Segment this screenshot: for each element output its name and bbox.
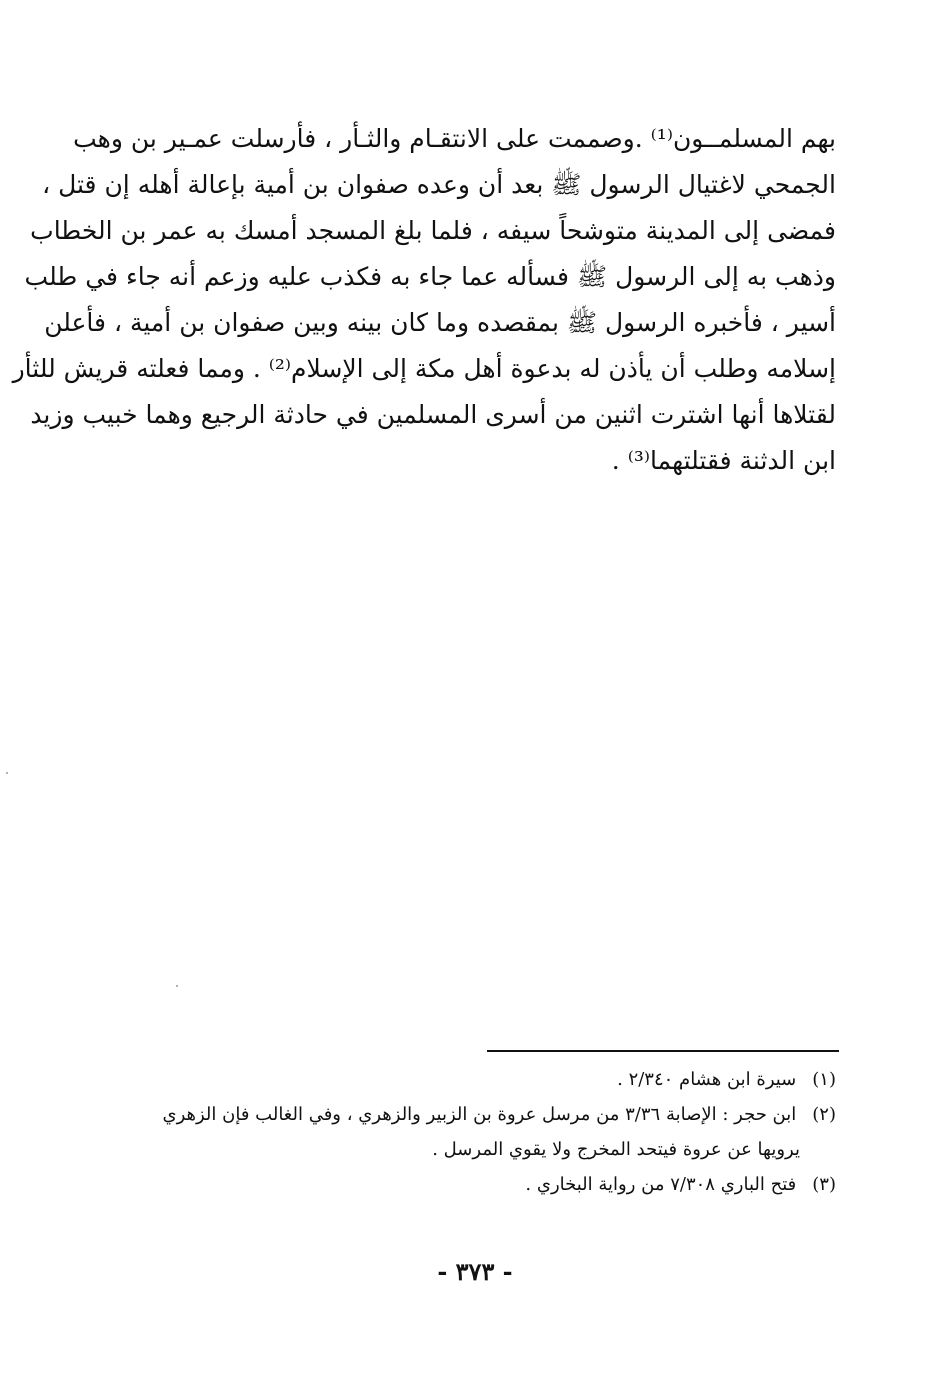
text-line: وذهب به إلى الرسول ﷺ فسأله عما جاء به فكذب عليه وزعم أنه جاء في طلب — [24, 262, 836, 291]
text-line: ابن الدثنة فقتلتهما⁽³⁾ . — [611, 446, 836, 475]
footnote-text: يرويها عن عروة فيتحد المخرج ولا يقوي المرسل . — [432, 1139, 800, 1160]
main-text — [12, 116, 836, 484]
text-line: فمضى إلى المدينة متوشحاً سيفه ، فلما بلغ المسجد أمسك به عمر بن الخطاب — [30, 216, 836, 245]
scan-speck — [176, 985, 178, 987]
text-line: لقتلاها أنها اشترت اثنين من أسرى المسلمين في حادثة الرجيع وهما خبيب وزيد — [30, 400, 836, 429]
footnote-item — [130, 1097, 836, 1132]
text-line: بهم المسلمــون⁽¹⁾ .وصممت على الانتقـام والثـأر ، فأرسلت عمـير بن وهب — [73, 124, 836, 153]
footnote-text: سيرة ابن هشام ٢/٣٤٠ . — [617, 1069, 797, 1090]
footnote-item — [130, 1167, 836, 1202]
page-number: - ٣٧٣ - — [437, 1257, 513, 1286]
footnote-separator — [487, 1050, 839, 1052]
footnote-continuation — [130, 1132, 836, 1167]
footnote-number: (١) — [812, 1069, 836, 1090]
text-line: الجمحي لاغتيال الرسول ﷺ بعد أن وعده صفوان بن أمية بإعالة أهله إن قتل ، — [42, 170, 836, 199]
footnote-number: (٢) — [812, 1104, 836, 1125]
footnote-text: ابن حجر : الإصابة ٣/٣٦ من مرسل عروة بن الزبير والزهري ، وفي الغالب فإن الزهري — [162, 1104, 797, 1125]
footnotes — [130, 1062, 836, 1202]
scan-speck — [6, 772, 8, 774]
footnote-number: (٣) — [812, 1174, 836, 1195]
footnote-text: فتح الباري ٧/٣٠٨ من رواية البخاري . — [525, 1174, 797, 1195]
text-line: أسير ، فأخبره الرسول ﷺ بمقصده وما كان بينه وبين صفوان بن أمية ، فأعلن — [44, 308, 836, 337]
footnote-item — [130, 1062, 836, 1097]
text-line: إسلامه وطلب أن يأذن له بدعوة أهل مكة إلى الإسلام⁽²⁾ . ومما فعلته قريش للثأر — [12, 354, 836, 383]
